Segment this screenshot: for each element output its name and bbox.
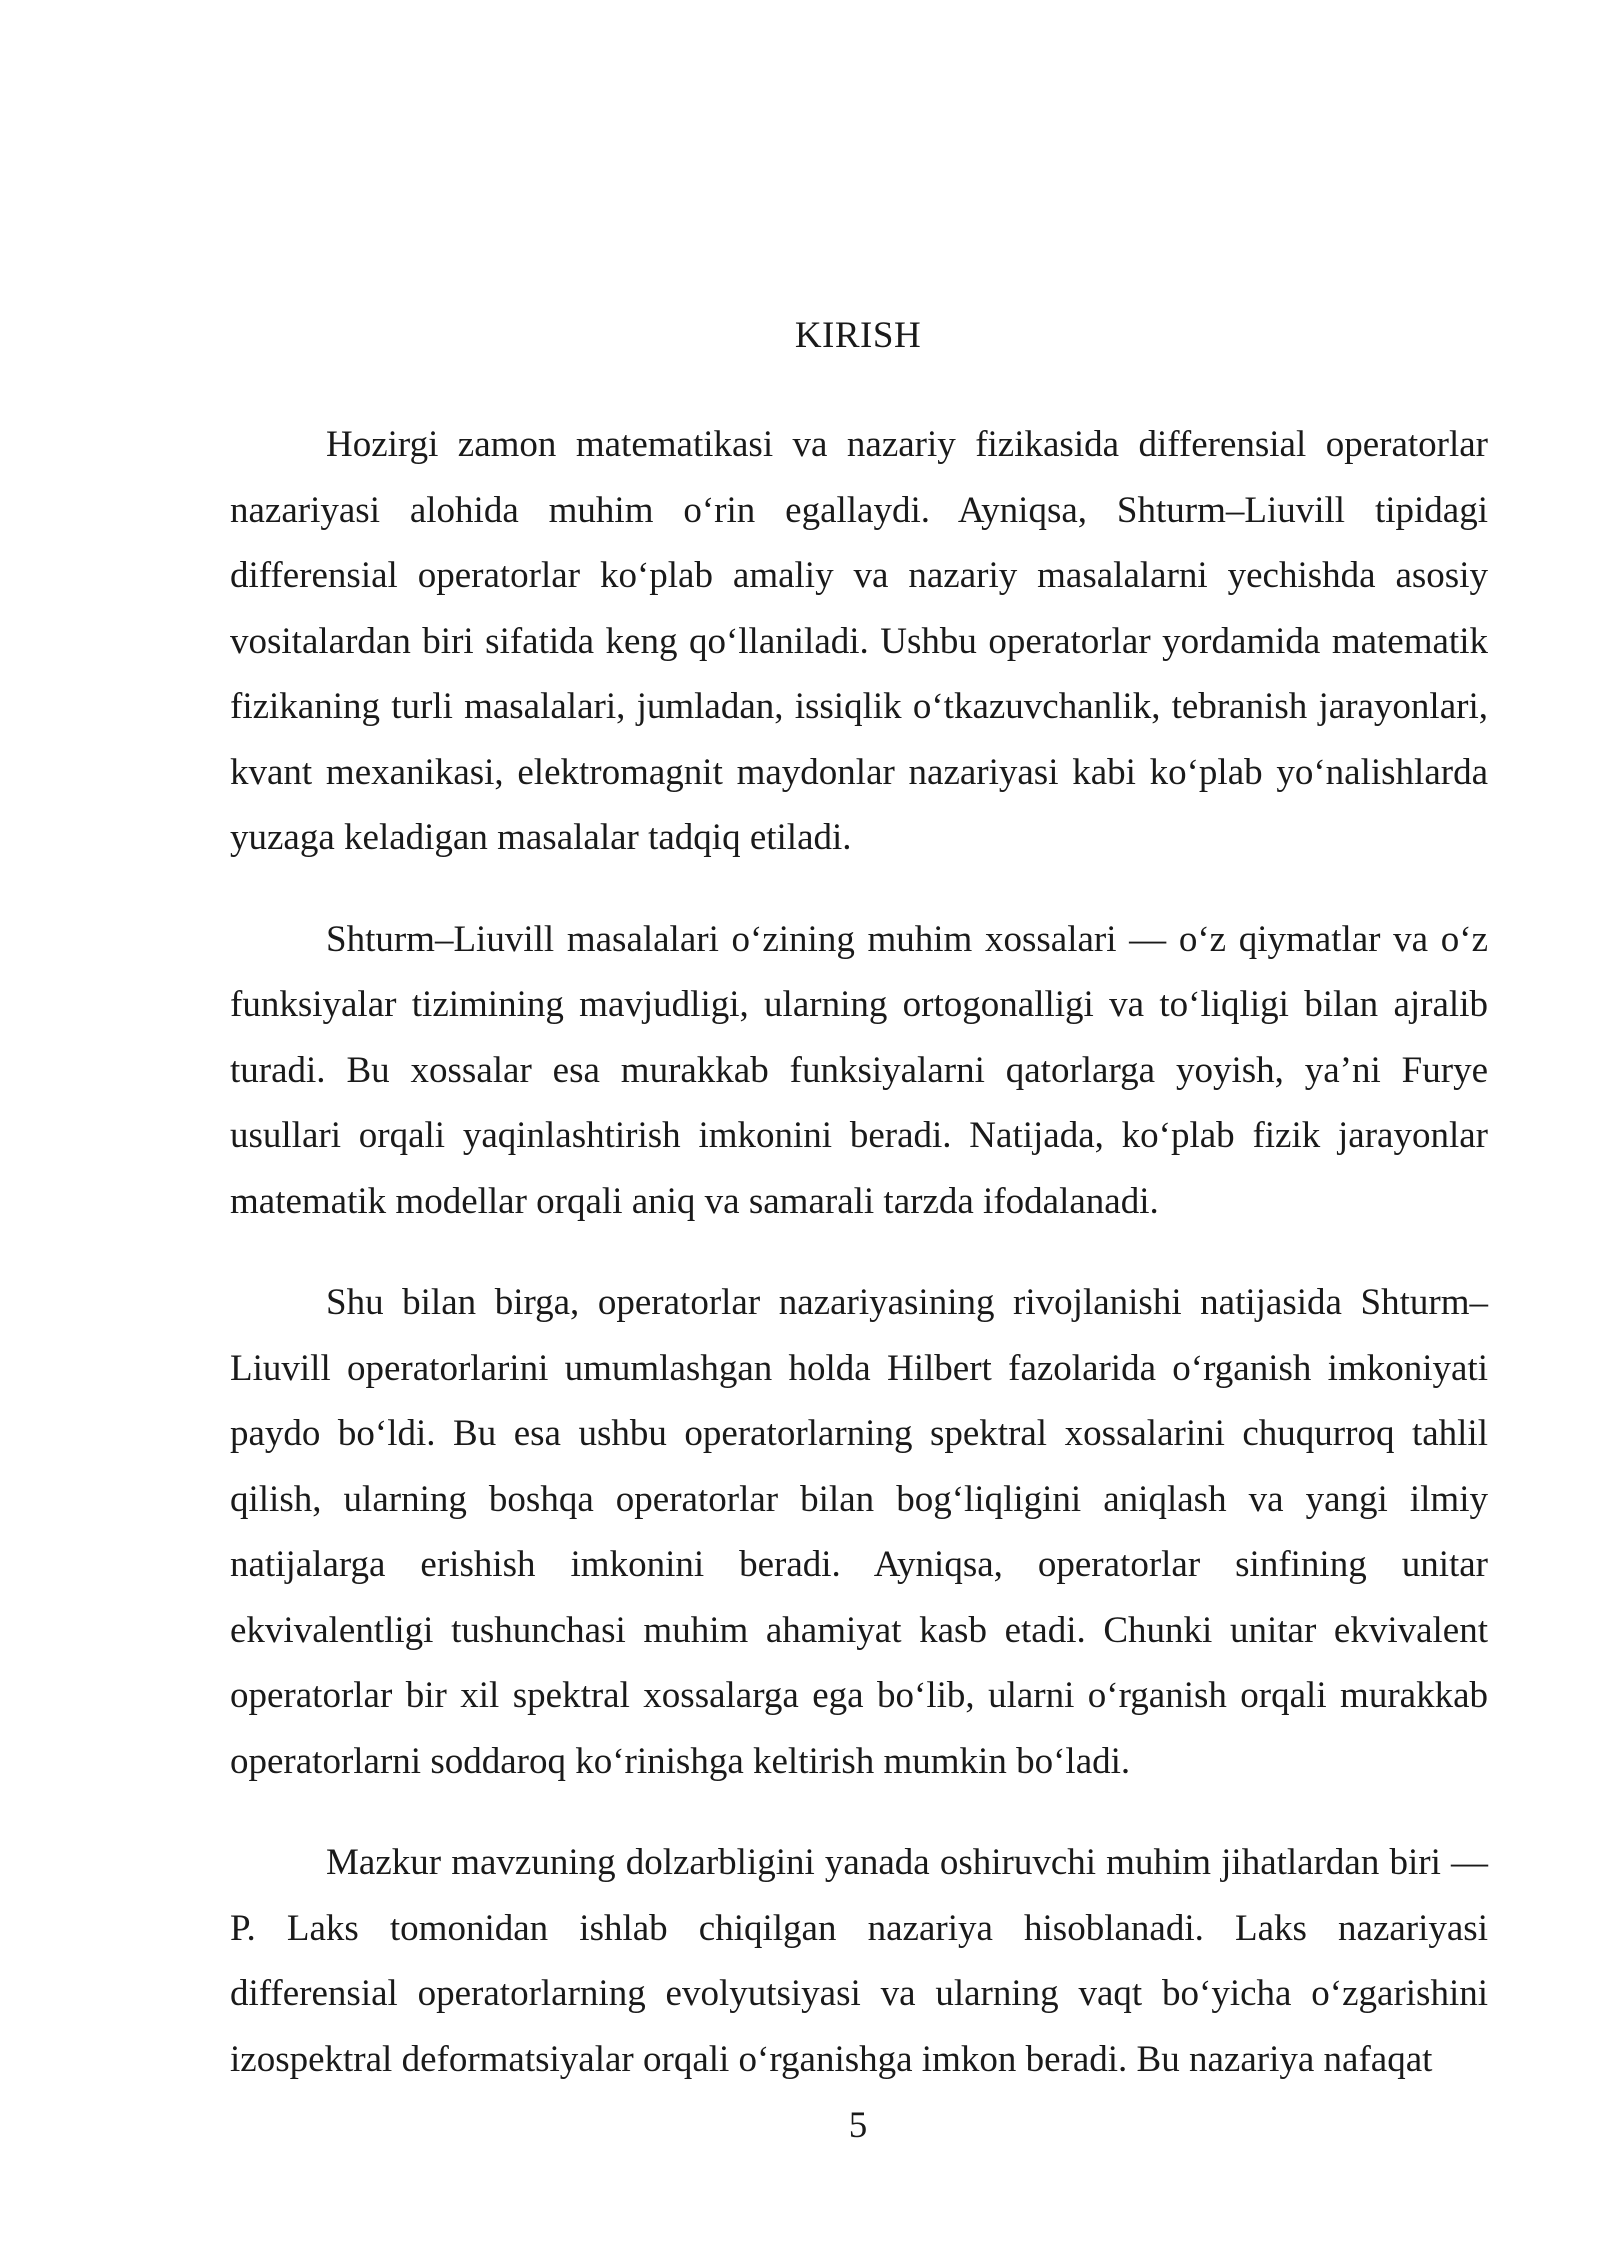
section-heading: KIRISH: [794, 315, 922, 356]
body-text: [230, 412, 1488, 2128]
paragraph-3: Shu bilan birga, operatorlar nazariyasining rivojlanishi natijasida Shturm–Liuvill operatorlarini umumlashgan holda Hilbert fazolarida o‘rganish imkoniyati paydo bo‘ldi. Bu esa ushbu operatorlarning spektral xossalarini chuqurroq tahlil qilish, ularning boshqa operatorlar bilan bog‘liqligini aniqlash va yangi ilmiy natijalarga erishish imkonini beradi. Ayniqsa, operatorlar sinfining unitar ekvivalentligi tushunchasi muhim ahamiyat kasb etadi. Chunki unitar ekvivalent operatorlar bir xil spektral xossalarga ega bo‘lib, ularni o‘rganish orqali murakkab operatorlarni soddaroq ko‘rinishga keltirish mumkin bo‘ladi.: [230, 1282, 1488, 1782]
paragraph-1: Hozirgi zamon matematikasi va nazariy fizikasida differensial operatorlar nazariyasi alohida muhim o‘rin egallaydi. Ayniqsa, Shturm–Liuvill tipidagi differensial operatorlar ko‘plab amaliy va nazariy masalalarni yechishda asosiy vositalardan biri sifatida keng qo‘llaniladi. Ushbu operatorlar yordamida matematik fizikaning turli masalalari, jumladan, issiqlik o‘tkazuvchanlik, tebranish jarayonlari, kvant mexanikasi, elektromagnit maydonlar nazariyasi kabi ko‘plab yo‘nalishlarda yuzaga keladigan masalalar tadqiq etiladi.: [230, 424, 1488, 858]
paragraph-4: Mazkur mavzuning dolzarbligini yanada oshiruvchi muhim jihatlardan biri — P. Laks tomonidan ishlab chiqilgan nazariya hisoblanadi. Laks nazariyasi differensial operatorlarning evolyutsiyasi va ularning vaqt bo‘yicha o‘zgarishini izospektral deformatsiyalar orqali o‘rganishga imkon beradi. Bu nazariya nafaqat: [230, 1842, 1488, 2080]
paragraph-2: Shturm–Liuvill masalalari o‘zining muhim xossalari — o‘z qiymatlar va o‘z funksiyalar tizimining mavjudligi, ularning ortogonalligi va to‘liqligi bilan ajralib turadi. Bu xossalar esa murakkab funksiyalarni qatorlarga yoyish, ya’ni Furye usullari orqali yaqinlashtirish imkonini beradi. Natijada, ko‘plab fizik jarayonlar matematik modellar orqali aniq va samarali tarzda ifodalanadi.: [230, 918, 1488, 1222]
page-number: 5: [848, 2105, 868, 2146]
